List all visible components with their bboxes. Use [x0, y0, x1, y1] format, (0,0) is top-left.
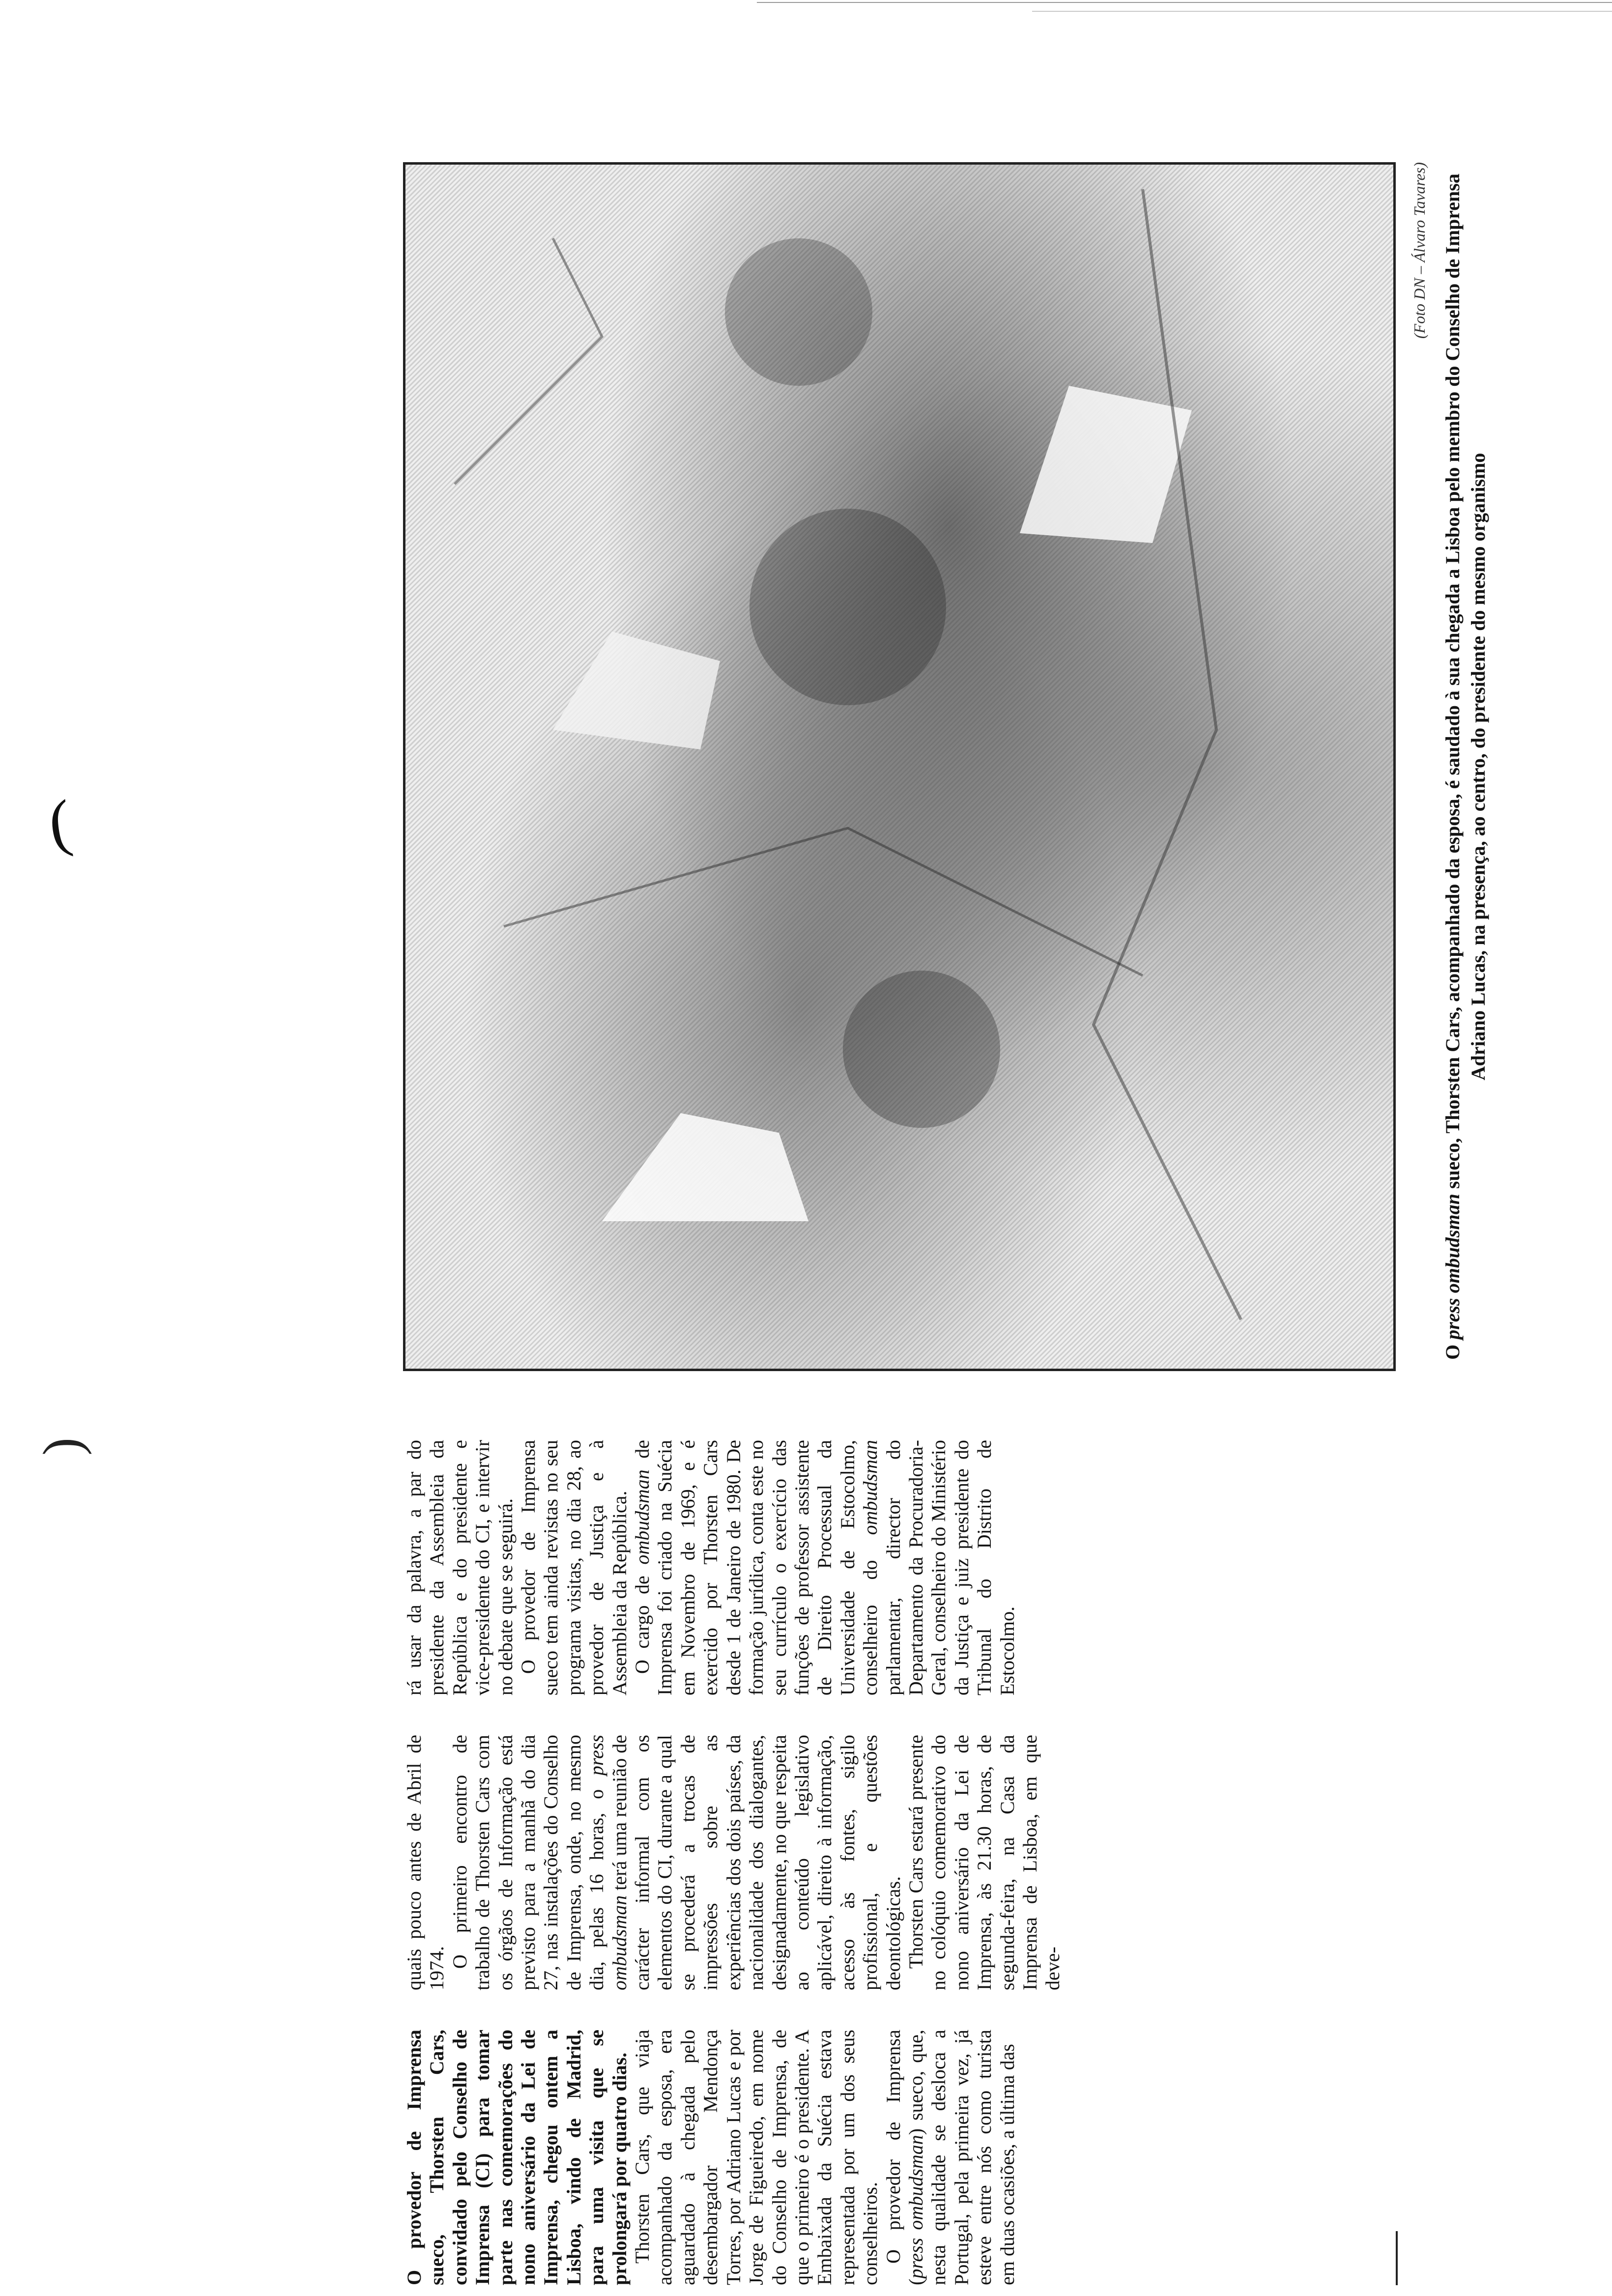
scan-mark-c: ( [44, 786, 76, 860]
col3-p3-text-a: O cargo de [631, 1564, 654, 1674]
photo-caption [1440, 162, 1491, 1371]
caption-text: sueco, Thorsten Cars, acompanhado da esposa, é saudado à sua chegada a Lisboa pelo membro do Conselho de Imprensa Adriano Lucas, na presença, ao centro, do presidente do mesmo organismo [1441, 173, 1489, 1194]
col3-p3-text-c: parlamentar, director do Departamento da Procuradoria-Geral, conselheiro do Ministério da Justiça e juiz presidente do Tribunal do Distrito de Estocolmo. [882, 1440, 1018, 1695]
col1-p2-italic: press ombudsman [904, 2135, 927, 2279]
caption-italic: press ombudsman [1441, 1194, 1464, 1340]
top-rule-secondary [1032, 11, 1612, 12]
column-2 [403, 1735, 1065, 1990]
col2-p2-text-a: O primeiro encontro de trabalho de Thorsten Cars com os órgãos de Informação está previsto para a manhã do dia 27, nas instalações do Conselho de Imprensa, onde, no mesmo dia, pelas 16 horas, o [448, 1735, 608, 1990]
intro-paragraph: O provedor de Imprensa sueco, Thorsten Cars, convidado pelo Conselho de Imprensa (CI) para tomar parte nas comemorações do nono aniversário da Lei de Imprensa, chegou ontem a Lisboa, vindo de Madrid, para uma visita que se prolongará por quatro dias. [403, 2030, 631, 2285]
scan-mark-p: ( [42, 1437, 102, 1456]
col1-p2-text-a: O provedor de Imprensa ( [882, 2030, 927, 2285]
newspaper-article [403, 74, 1533, 2285]
col1-p2-text-b: ) sueco, que, nesta qualidade se desloca a Portugal, pela primeira vez, já esteve entre nós como turista em duas ocasiões, a última das [904, 2029, 1018, 2285]
photo-credit: (Foto DN – Álvaro Tavares) [1410, 162, 1428, 339]
col3-paragraph-1: rá usar da palavra, a par do presidente da Assembleia da República e do presidente e vice-presidente do CI, e intervir no debate que se seguirá. [403, 1440, 517, 1695]
col1-paragraph-1: Thorsten Cars, que viaja acompanhado da esposa, era aguardado à chegada pelo desembargador Mendonça Torres, por Adriano Lucas e por Jorge de Figueiredo, em nome do Conselho de Imprensa, de que o primeiro é o presidente. A Embaixada da Suécia estava representada por um dos seus conselheiros. [631, 2030, 882, 2285]
column-3 [403, 1440, 1019, 1695]
col3-paragraph-3 [631, 1440, 1019, 1695]
col2-paragraph-1: quais pouco antes de Abril de 1974. [403, 1735, 448, 1990]
col3-p3-text-b: de Imprensa foi criado na Suécia em Novembro de 1969, e é exercido por Thorsten Cars desde 1 de Janeiro de 1980. De formação jurídica, conta este no seu currículo o exercício das funções de professor assistente de Direito Processual da Universidade de Estocolmo, conselheiro do [631, 1440, 882, 1695]
news-photo [403, 162, 1396, 1371]
top-rule [757, 2, 1612, 3]
col2-p2-italic: press ombudsman [585, 1735, 631, 1990]
photo-illustration [405, 162, 1396, 1369]
col3-p3-italic: ombudsman [631, 1469, 654, 1565]
col2-paragraph-3: Thorsten Cars estará presente no colóquio comemorativo do nono aniversário da Lei de Imprensa, às 21.30 horas, de segunda-feira, na Casa da Imprensa de Lisboa, em que deve- [904, 1735, 1064, 1990]
col2-paragraph-2 [449, 1735, 905, 1990]
col2-p2-text-b: terá uma reunião de carácter informal com os elementos do CI, durante a qual se procederá a trocas de impressões sobre as experiências dos dois países, da nacionalidade dos dialogantes, designadamente, no que respeita ao conteúdo legislativo aplicável, direito à informação, acesso às fontes, sigilo profissional, e questões deontológicas. [608, 1735, 904, 1990]
column-1 [403, 2030, 1019, 2285]
col3-p3-italic-2: ombudsman [859, 1440, 882, 1535]
column-end-rule [1396, 2231, 1398, 2285]
col3-paragraph-2: O provedor de Imprensa sueco tem ainda revistas no seu programa visitas, no dia 28, ao provedor de Justiça e à Assembleia da República. [517, 1440, 631, 1695]
caption-prefix: O [1441, 1339, 1464, 1360]
col1-paragraph-2 [882, 2030, 1019, 2285]
